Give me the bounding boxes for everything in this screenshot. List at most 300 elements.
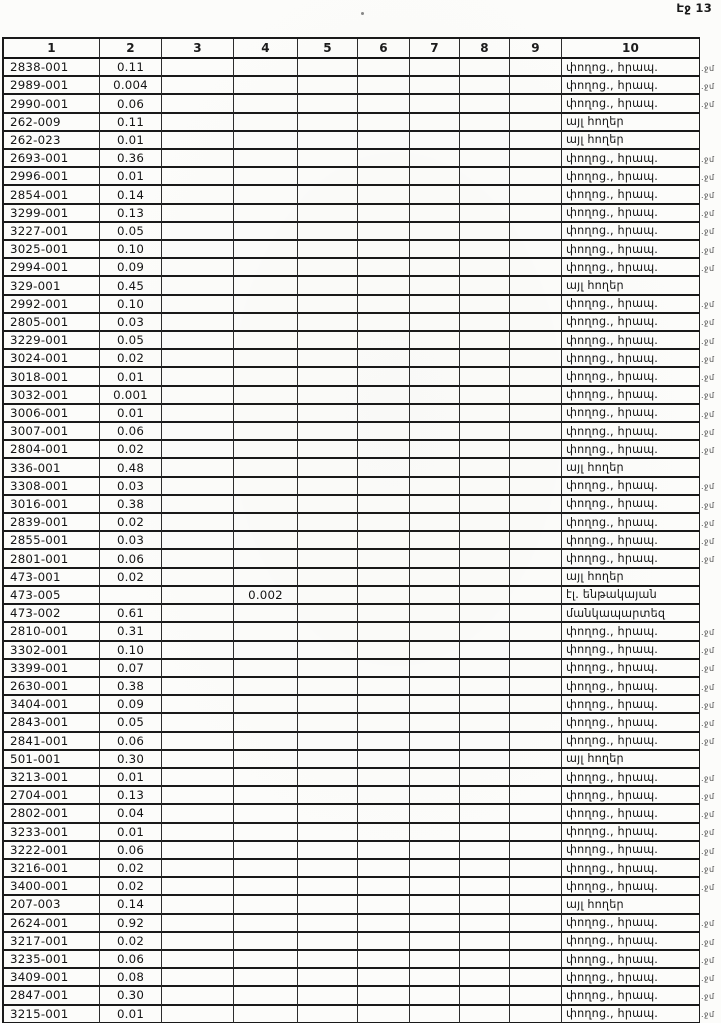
- table-body: [4, 59, 700, 1023]
- table-row: [4, 678, 700, 696]
- cell-land-use: փողոց., հրապ.: [562, 405, 700, 423]
- table-row: [4, 514, 700, 532]
- table-row: [4, 296, 700, 314]
- cell-empty: [298, 951, 358, 969]
- cell-land-use: փողոց., հրապ.: [562, 59, 700, 77]
- cell-land-use: փողոց., հրապ.: [562, 314, 700, 332]
- cell-empty: [510, 296, 562, 314]
- cell-parcel-code: 3299-001: [4, 205, 100, 223]
- cell-parcel-code: 3229-001: [4, 332, 100, 350]
- cell-land-use: փողոց., հրապ.: [562, 733, 700, 751]
- cell-area-col4: [234, 532, 298, 550]
- header-cell-4: 4: [234, 39, 298, 59]
- cell-empty: [510, 933, 562, 951]
- table-row: [4, 332, 700, 350]
- table-row: [4, 987, 700, 1005]
- cell-empty: [298, 496, 358, 514]
- cell-area-col4: [234, 842, 298, 860]
- cell-empty: [510, 860, 562, 878]
- cell-area-col4: [234, 459, 298, 477]
- edge-bleed-text: .ջմ: [701, 882, 715, 892]
- cell-empty: [162, 368, 234, 386]
- cell-parcel-code: 3400-001: [4, 878, 100, 896]
- cell-area-col2: 0.14: [100, 186, 162, 204]
- cell-empty: [358, 59, 410, 77]
- cell-empty: [410, 132, 460, 150]
- cell-land-use: փողոց., հրապ.: [562, 77, 700, 95]
- cell-empty: [410, 423, 460, 441]
- cell-area-col2: 0.02: [100, 569, 162, 587]
- cell-empty: [298, 532, 358, 550]
- cell-empty: [410, 114, 460, 132]
- cell-area-col4: [234, 1006, 298, 1023]
- cell-empty: [460, 842, 510, 860]
- cell-area-col2: 0.03: [100, 314, 162, 332]
- cell-area-col2: 0.06: [100, 550, 162, 568]
- table-row: [4, 350, 700, 368]
- cell-empty: [410, 623, 460, 641]
- cell-empty: [410, 714, 460, 732]
- cell-empty: [410, 441, 460, 459]
- cell-empty: [510, 459, 562, 477]
- cell-empty: [510, 587, 562, 605]
- cell-empty: [162, 59, 234, 77]
- cell-empty: [162, 805, 234, 823]
- cell-empty: [460, 405, 510, 423]
- cell-area-col4: [234, 915, 298, 933]
- cell-empty: [510, 787, 562, 805]
- cell-parcel-code: 3399-001: [4, 660, 100, 678]
- cell-parcel-code: 3217-001: [4, 933, 100, 951]
- cell-area-col4: [234, 660, 298, 678]
- cell-area-col2: 0.09: [100, 696, 162, 714]
- cell-land-use: փողոց., հրապ.: [562, 478, 700, 496]
- cell-empty: [162, 842, 234, 860]
- cell-empty: [162, 951, 234, 969]
- cell-parcel-code: 2801-001: [4, 550, 100, 568]
- edge-bleed-text: .ջմ: [701, 300, 715, 310]
- cell-empty: [298, 751, 358, 769]
- cell-empty: [460, 915, 510, 933]
- cell-land-use: փողոց., հրապ.: [562, 423, 700, 441]
- cell-area-col2: 0.08: [100, 969, 162, 987]
- cell-empty: [410, 842, 460, 860]
- header-cell-9: 9: [510, 39, 562, 59]
- cell-area-col2: 0.06: [100, 423, 162, 441]
- table-row: [4, 496, 700, 514]
- cell-empty: [358, 933, 410, 951]
- cell-area-col4: [234, 168, 298, 186]
- cell-empty: [460, 805, 510, 823]
- cell-empty: [460, 896, 510, 914]
- cell-empty: [460, 350, 510, 368]
- edge-bleed-text: .ջմ: [701, 500, 715, 510]
- cell-empty: [410, 168, 460, 186]
- cell-area-col4: [234, 860, 298, 878]
- cell-empty: [460, 787, 510, 805]
- edge-bleed-text: .ջմ: [701, 100, 715, 109]
- cell-empty: [410, 751, 460, 769]
- cell-area-col4: [234, 132, 298, 150]
- cell-area-col2: 0.02: [100, 350, 162, 368]
- cell-empty: [510, 514, 562, 532]
- cell-empty: [460, 59, 510, 77]
- cell-empty: [410, 805, 460, 823]
- cell-empty: [358, 605, 410, 623]
- cell-area-col2: 0.10: [100, 241, 162, 259]
- cell-empty: [298, 878, 358, 896]
- cell-parcel-code: 2847-001: [4, 987, 100, 1005]
- cell-empty: [410, 987, 460, 1005]
- table-row: [4, 441, 700, 459]
- cell-empty: [162, 514, 234, 532]
- cell-land-use: փողոց., հրապ.: [562, 824, 700, 842]
- cell-empty: [510, 987, 562, 1005]
- cell-empty: [358, 368, 410, 386]
- cell-empty: [510, 605, 562, 623]
- scan-speck: [361, 12, 364, 15]
- edge-bleed-text: .ջմ: [701, 191, 715, 201]
- table-row: [4, 769, 700, 787]
- cell-parcel-code: 3308-001: [4, 478, 100, 496]
- cell-parcel-code: 3235-001: [4, 951, 100, 969]
- table-row: [4, 259, 700, 277]
- cell-parcel-code: 3227-001: [4, 223, 100, 241]
- cell-empty: [162, 241, 234, 259]
- cell-parcel-code: 2805-001: [4, 314, 100, 332]
- cell-empty: [510, 896, 562, 914]
- cell-land-use: փողոց., հրապ.: [562, 350, 700, 368]
- cell-empty: [298, 350, 358, 368]
- cell-parcel-code: 3213-001: [4, 769, 100, 787]
- cell-area-col4: [234, 423, 298, 441]
- cell-empty: [510, 59, 562, 77]
- cell-area-col4: [234, 114, 298, 132]
- table-row: [4, 314, 700, 332]
- cell-area-col2: 0.01: [100, 824, 162, 842]
- cell-empty: [358, 824, 410, 842]
- cell-area-col4: [234, 678, 298, 696]
- cell-empty: [460, 569, 510, 587]
- table-row: [4, 915, 700, 933]
- cell-area-col2: 0.004: [100, 77, 162, 95]
- cell-empty: [358, 387, 410, 405]
- cell-empty: [298, 860, 358, 878]
- cell-empty: [410, 296, 460, 314]
- cell-empty: [510, 496, 562, 514]
- cell-empty: [358, 95, 410, 113]
- cell-empty: [358, 896, 410, 914]
- header-cell-8: 8: [460, 39, 510, 59]
- cell-empty: [298, 896, 358, 914]
- cell-empty: [298, 605, 358, 623]
- cell-land-use: այլ հողեր: [562, 114, 700, 132]
- cell-empty: [460, 205, 510, 223]
- cell-empty: [358, 478, 410, 496]
- edge-bleed-text: .ջմ: [701, 992, 715, 1002]
- cell-empty: [510, 368, 562, 386]
- cell-empty: [358, 496, 410, 514]
- cell-empty: [460, 150, 510, 168]
- cell-area-col4: [234, 824, 298, 842]
- cell-area-col2: 0.001: [100, 387, 162, 405]
- cell-empty: [410, 478, 460, 496]
- edge-bleed-text: .ջմ: [701, 664, 715, 674]
- cell-area-col4: [234, 296, 298, 314]
- cell-area-col2: 0.10: [100, 296, 162, 314]
- cell-empty: [410, 569, 460, 587]
- cell-empty: [510, 532, 562, 550]
- cell-area-col4: [234, 59, 298, 77]
- cell-empty: [298, 660, 358, 678]
- edge-bleed-text: .ջմ: [701, 737, 715, 747]
- cell-empty: [162, 114, 234, 132]
- table-row: [4, 150, 700, 168]
- cell-area-col2: 0.30: [100, 987, 162, 1005]
- edge-bleed-text: .ջմ: [701, 245, 715, 255]
- cell-empty: [410, 660, 460, 678]
- cell-empty: [358, 714, 410, 732]
- cell-land-use: այլ հողեր: [562, 132, 700, 150]
- table-row: [4, 368, 700, 386]
- cell-empty: [358, 623, 410, 641]
- cell-empty: [298, 205, 358, 223]
- cell-parcel-code: 207-003: [4, 896, 100, 914]
- cell-land-use: այլ հողեր: [562, 277, 700, 295]
- cell-empty: [298, 387, 358, 405]
- cell-area-col4: [234, 642, 298, 660]
- cell-empty: [410, 824, 460, 842]
- cell-empty: [298, 569, 358, 587]
- cell-empty: [298, 915, 358, 933]
- cell-empty: [358, 350, 410, 368]
- cell-empty: [358, 132, 410, 150]
- cell-area-col4: [234, 696, 298, 714]
- cell-area-col4: [234, 241, 298, 259]
- cell-parcel-code: 3006-001: [4, 405, 100, 423]
- cell-empty: [460, 642, 510, 660]
- cell-empty: [298, 587, 358, 605]
- table-row: [4, 168, 700, 186]
- table-row: [4, 860, 700, 878]
- cell-empty: [358, 459, 410, 477]
- cell-parcel-code: 2693-001: [4, 150, 100, 168]
- table-row: [4, 532, 700, 550]
- cell-parcel-code: 3409-001: [4, 969, 100, 987]
- cell-empty: [298, 277, 358, 295]
- cell-area-col2: 0.07: [100, 660, 162, 678]
- cell-empty: [298, 223, 358, 241]
- cell-empty: [298, 150, 358, 168]
- cell-empty: [410, 915, 460, 933]
- cell-area-col2: 0.11: [100, 114, 162, 132]
- cell-empty: [162, 824, 234, 842]
- cell-area-col2: 0.61: [100, 605, 162, 623]
- cell-empty: [410, 77, 460, 95]
- cell-empty: [358, 259, 410, 277]
- cell-empty: [510, 132, 562, 150]
- cell-land-use: փողոց., հրապ.: [562, 860, 700, 878]
- edge-bleed-text: .ջմ: [701, 646, 715, 656]
- cell-empty: [162, 423, 234, 441]
- cell-area-col2: 0.13: [100, 205, 162, 223]
- cell-empty: [460, 1006, 510, 1023]
- cell-area-col4: [234, 387, 298, 405]
- cell-parcel-code: 3404-001: [4, 696, 100, 714]
- cell-empty: [410, 350, 460, 368]
- cell-empty: [510, 878, 562, 896]
- cell-empty: [410, 605, 460, 623]
- cell-empty: [410, 277, 460, 295]
- cell-empty: [358, 878, 410, 896]
- cell-empty: [460, 860, 510, 878]
- cell-empty: [162, 896, 234, 914]
- cell-empty: [358, 733, 410, 751]
- cell-empty: [298, 623, 358, 641]
- cell-area-col4: [234, 987, 298, 1005]
- cell-empty: [460, 678, 510, 696]
- cell-empty: [358, 405, 410, 423]
- edge-bleed-text: .ջմ: [701, 1010, 715, 1020]
- cell-empty: [358, 150, 410, 168]
- table-row: [4, 423, 700, 441]
- table-row: [4, 642, 700, 660]
- cell-empty: [298, 114, 358, 132]
- cell-empty: [410, 387, 460, 405]
- cell-empty: [162, 787, 234, 805]
- cell-area-col2: 0.14: [100, 896, 162, 914]
- cell-parcel-code: 2839-001: [4, 514, 100, 532]
- cell-empty: [358, 1006, 410, 1023]
- cell-parcel-code: 3222-001: [4, 842, 100, 860]
- cell-land-use: փողոց., հրապ.: [562, 168, 700, 186]
- table-row: [4, 824, 700, 842]
- cell-area-col4: [234, 751, 298, 769]
- cell-empty: [510, 550, 562, 568]
- cell-land-use: փողոց., հրապ.: [562, 296, 700, 314]
- cell-area-col2: 0.02: [100, 860, 162, 878]
- cell-land-use: փողոց., հրապ.: [562, 642, 700, 660]
- cell-empty: [298, 769, 358, 787]
- cell-area-col4: [234, 951, 298, 969]
- edge-bleed-text: .ջմ: [701, 864, 715, 874]
- edge-bleed-text: .ջմ: [701, 536, 715, 546]
- cell-area-col4: [234, 368, 298, 386]
- cell-empty: [162, 332, 234, 350]
- cell-parcel-code: 3233-001: [4, 824, 100, 842]
- cell-empty: [460, 951, 510, 969]
- page-number-label: Էջ 13: [676, 1, 712, 15]
- cell-area-col2: 0.01: [100, 368, 162, 386]
- cell-land-use: փողոց., հրապ.: [562, 1006, 700, 1023]
- cell-empty: [162, 733, 234, 751]
- cell-empty: [298, 405, 358, 423]
- cell-empty: [460, 933, 510, 951]
- cell-empty: [510, 714, 562, 732]
- cell-parcel-code: 3018-001: [4, 368, 100, 386]
- cell-empty: [460, 605, 510, 623]
- cell-area-col2: 0.05: [100, 223, 162, 241]
- cell-area-col2: 0.02: [100, 878, 162, 896]
- cell-empty: [358, 277, 410, 295]
- cell-empty: [410, 1006, 460, 1023]
- edge-bleed-text: .ջմ: [701, 846, 715, 856]
- cell-empty: [510, 77, 562, 95]
- cell-area-col2: 0.06: [100, 733, 162, 751]
- cell-empty: [358, 587, 410, 605]
- cell-land-use: փողոց., հրապ.: [562, 441, 700, 459]
- cell-area-col4: [234, 805, 298, 823]
- cell-empty: [358, 751, 410, 769]
- cell-empty: [510, 805, 562, 823]
- cell-empty: [358, 969, 410, 987]
- cell-empty: [510, 387, 562, 405]
- cell-area-col2: 0.04: [100, 805, 162, 823]
- cell-empty: [410, 933, 460, 951]
- cell-empty: [410, 642, 460, 660]
- edge-bleed-text: .ջմ: [701, 81, 715, 91]
- cell-land-use: փողոց., հրապ.: [562, 987, 700, 1005]
- cell-parcel-code: 2630-001: [4, 678, 100, 696]
- edge-bleed-text: .ջմ: [701, 518, 715, 528]
- table-row: [4, 696, 700, 714]
- cell-empty: [162, 587, 234, 605]
- cell-empty: [510, 223, 562, 241]
- cell-empty: [358, 915, 410, 933]
- cell-parcel-code: 473-005: [4, 587, 100, 605]
- header-cell-6: 6: [358, 39, 410, 59]
- cell-empty: [298, 259, 358, 277]
- cell-empty: [298, 733, 358, 751]
- cell-empty: [510, 168, 562, 186]
- table-row: [4, 787, 700, 805]
- cell-empty: [358, 532, 410, 550]
- cell-empty: [510, 186, 562, 204]
- cell-empty: [510, 350, 562, 368]
- cell-empty: [162, 496, 234, 514]
- header-cell-10: 10: [562, 39, 700, 59]
- cell-empty: [460, 660, 510, 678]
- cell-empty: [510, 205, 562, 223]
- cell-empty: [410, 332, 460, 350]
- table-row: [4, 478, 700, 496]
- cell-land-use: փողոց., հրապ.: [562, 223, 700, 241]
- cell-empty: [298, 550, 358, 568]
- cell-empty: [298, 296, 358, 314]
- cell-empty: [298, 696, 358, 714]
- cell-parcel-code: 2996-001: [4, 168, 100, 186]
- cell-area-col4: [234, 514, 298, 532]
- cell-land-use: փողոց., հրապ.: [562, 714, 700, 732]
- cell-empty: [410, 459, 460, 477]
- cell-empty: [510, 314, 562, 332]
- cell-area-col4: [234, 332, 298, 350]
- cell-empty: [460, 259, 510, 277]
- cell-parcel-code: 2854-001: [4, 186, 100, 204]
- cell-area-col4: 0.002: [234, 587, 298, 605]
- cell-empty: [510, 733, 562, 751]
- table-row: [4, 951, 700, 969]
- cell-parcel-code: 3032-001: [4, 387, 100, 405]
- edge-bleed-text: .ջմ: [701, 828, 715, 838]
- edge-bleed-text: .ջմ: [701, 482, 715, 492]
- cell-empty: [162, 277, 234, 295]
- cell-empty: [358, 296, 410, 314]
- table-row: [4, 387, 700, 405]
- cell-empty: [298, 787, 358, 805]
- cell-land-use: փողոց., հրապ.: [562, 532, 700, 550]
- cell-area-col2: 0.38: [100, 496, 162, 514]
